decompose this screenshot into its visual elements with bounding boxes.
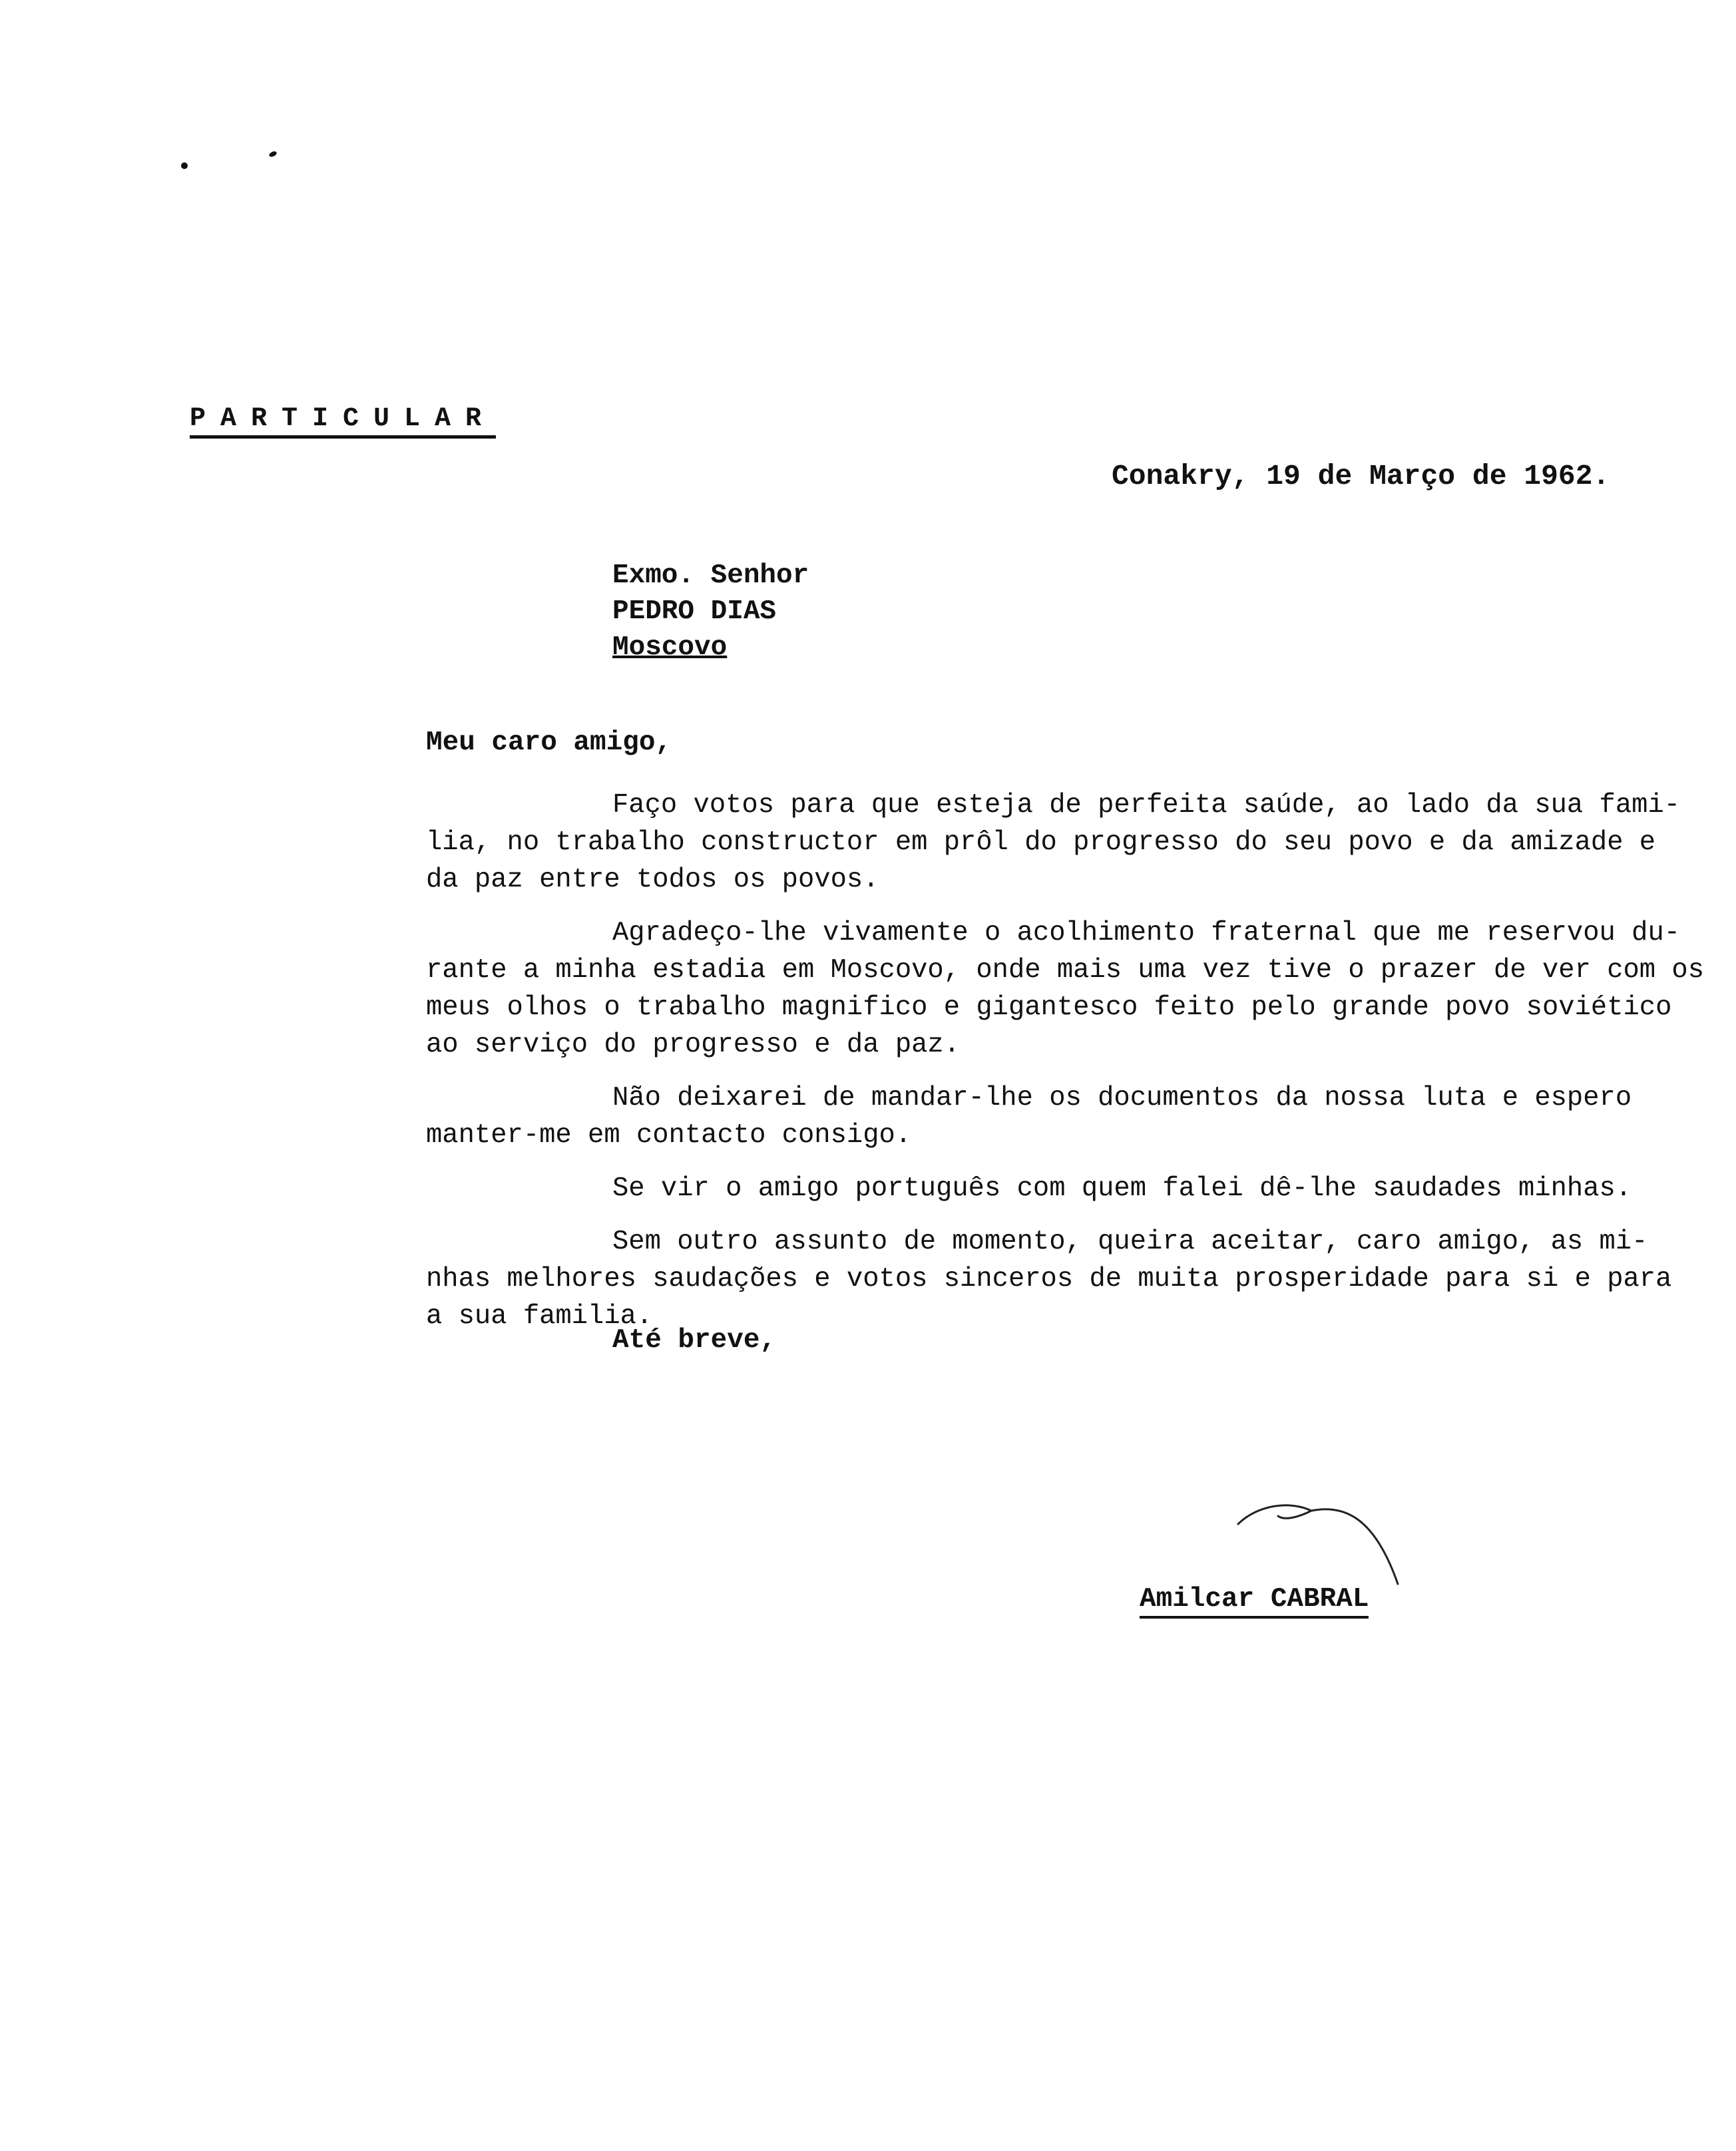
paragraph-line: lia, no trabalho constructor em prôl do progresso do seu povo e da amizade e [426,827,1656,858]
paragraph [426,1079,1664,1154]
salutation: Meu caro amigo, [426,727,672,758]
paragraph [426,1170,1664,1207]
recipient-city: Moscovo [612,632,728,663]
paragraph-line: nhas melhores saudações e votos sinceros de muita prosperidade para si e para [426,1264,1672,1294]
recipient-title: Exmo. Senhor [612,560,809,591]
paragraph [426,787,1681,898]
confidentiality-label: PARTICULAR [190,405,496,439]
signer-name: Amilcar CABRAL [1140,1583,1369,1619]
ink-speck [268,150,278,158]
paragraph-line: Não deixarei de mandar-lhe os documentos da nossa luta e espero [612,1083,1632,1113]
handwritten-signature [1231,1491,1405,1591]
ink-speck [181,162,188,169]
paragraph-line: Faço votos para que esteja de perfeita saúde, ao lado da sua fami- [612,790,1681,821]
paragraph-line: a sua familia. [426,1301,653,1332]
paragraph-line: manter-me em contacto consigo. [426,1120,912,1151]
paragraph [426,914,1705,1064]
dateline: Conakry, 19 de Março de 1962. [1112,460,1610,492]
paragraph-line: Se vir o amigo português com quem falei dê-lhe saudades minhas. [612,1173,1632,1204]
paragraph-line: Sem outro assunto de momento, queira aceitar, caro amigo, as mi- [612,1227,1648,1257]
paragraph-line: ao serviço do progresso e da paz. [426,1030,961,1060]
recipient-block [612,558,809,666]
closing: Até breve, [612,1325,777,1356]
recipient-name: PEDRO DIAS [612,596,777,627]
paragraph-line: Agradeço-lhe vivamente o acolhimento fraternal que me reservou du- [612,918,1681,948]
paragraph-line: meus olhos o trabalho magnifico e gigantesco feito pelo grande povo soviético [426,992,1672,1023]
paragraph-line: da paz entre todos os povos. [426,865,879,895]
paragraph-line: rante a minha estadia em Moscovo, onde mais uma vez tive o prazer de ver com os [426,955,1705,986]
letter-body [426,787,1705,1351]
paragraph [426,1223,1672,1335]
